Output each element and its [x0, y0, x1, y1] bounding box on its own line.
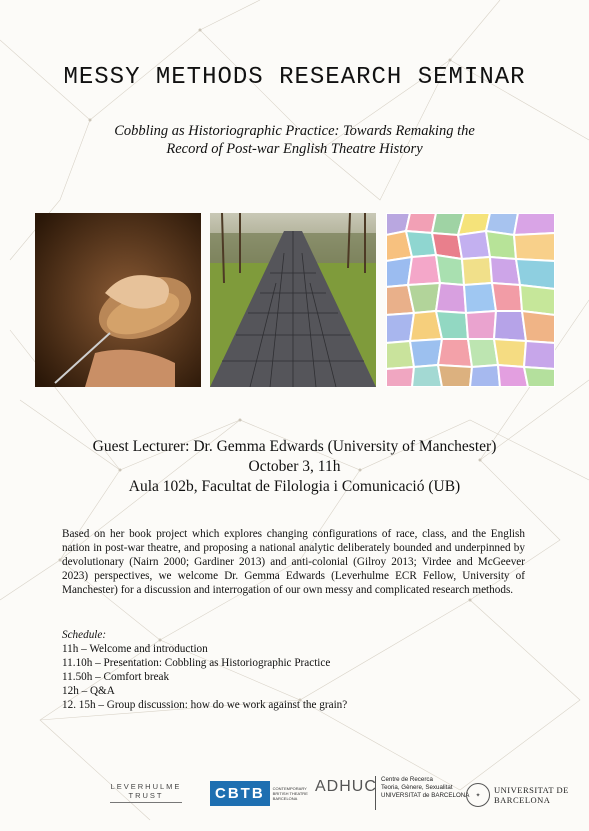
centre-de-recerca-logo [375, 776, 469, 810]
schedule-item: 12h – Q&A [62, 685, 115, 697]
centre-line-1: Centre de Recerca [381, 776, 433, 783]
guest-lecturer: Guest Lecturer: Dr. Gemma Edwards (University of Manchester) [92, 438, 497, 455]
schedule-heading: Schedule: [62, 629, 107, 641]
event-date: October 3, 11h [248, 458, 341, 475]
ub-line-1: UNIVERSITAT DE [494, 785, 569, 795]
talk-subtitle [60, 122, 529, 158]
cobblestone-path-photo [210, 213, 376, 387]
event-details [0, 437, 589, 497]
abstract-paragraph: Based on her book project which explores changing configurations of race, class, and the English nation in post-war theatre, and proposing a national analytic deliberately bounded and underpinned by devolutionary (Nairn 2000; Gardiner 2013) and anti-colonial (Gilroy 2013; Virdee and McGeever 2023) perspectives, we welcome Dr. Gemma Edwards (Leverhulme ECR Fellow, University of Manchester) for a discussion and interrogation of our own messy and complicated research methods. [62, 528, 525, 596]
subtitle-line-1: Cobbling as Historiographic Practice: Towards Remaking the [114, 123, 475, 139]
leverhulme-trust-logo [110, 782, 182, 816]
schedule-item: 12. 15h – Group discussion: how do we work against the grain? [62, 699, 348, 711]
adhuc-logo: ADHUC [315, 778, 377, 795]
event-venue: Aula 102b, Facultat de Filologia i Comunicació (UB) [128, 478, 461, 495]
stained-glass-mosaic-image [386, 213, 555, 387]
ub-line-2: BARCELONA [494, 795, 551, 805]
universitat-barcelona-logo [466, 778, 569, 812]
schedule [62, 628, 347, 712]
shoemaker-hands-photo [35, 213, 201, 387]
centre-line-2: Teoria, Gènere, Sexualitat [381, 784, 453, 791]
seminar-title: MESSY METHODS RESEARCH SEMINAR [63, 64, 526, 91]
sponsor-logos [0, 774, 589, 808]
cbtb-logo [210, 776, 309, 810]
leverhulme-text: LEVERHULME [110, 782, 182, 791]
schedule-item: 11.50h – Comfort break [62, 671, 170, 683]
trust-text: TRUST [128, 791, 164, 800]
centre-line-3: UNIVERSITAT de BARCELONA [381, 792, 470, 799]
schedule-item: 11h – Welcome and introduction [62, 643, 208, 655]
cbtb-subtext: CONTEMPORARY BRITISH THEATRE BARCELONA [272, 785, 308, 801]
schedule-item: 11.10h – Presentation: Cobbling as Historiographic Practice [62, 657, 331, 669]
cbtb-text: CBTB [210, 781, 270, 806]
subtitle-line-2: Record of Post-war English Theatre History [166, 141, 423, 157]
ub-seal-icon: ✦ [466, 783, 490, 807]
